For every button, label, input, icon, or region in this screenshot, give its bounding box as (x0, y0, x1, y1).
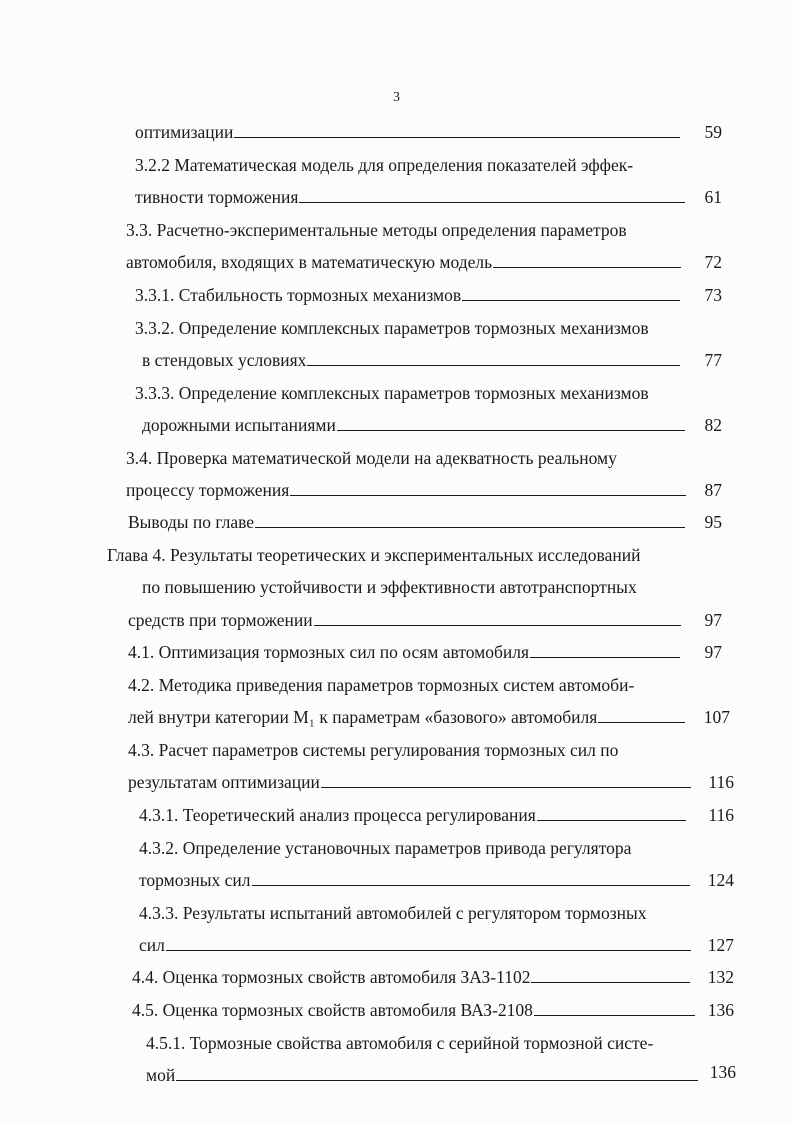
toc-entry-vyvody: Выводы по главе (128, 503, 685, 533)
toc-entry-4-4: 4.4. Оценка тормозных свойств автомобиля ЗАЗ-1102 (132, 958, 690, 988)
toc-page-number: 95 (704, 512, 722, 532)
dot-leader (537, 820, 686, 821)
toc-entry-4-3-2-cont: тормозных сил (139, 861, 690, 891)
toc-entry-chapter-4-cont2: средств при торможении (128, 601, 681, 631)
dot-leader (299, 202, 685, 203)
toc-page-number: 61 (704, 187, 722, 207)
toc-entry-4-2-cont: лей внутри категории М₁ к параметрам «базового» автомобиля (128, 698, 685, 728)
toc-page-number: 73 (704, 285, 722, 305)
toc-page-number: 97 (704, 610, 722, 630)
toc-entry-3-3-3: 3.3.3. Определение комплексных параметров тормозных механизмов (135, 383, 649, 403)
toc-entry-4-3-cont: результатам оптимизации (128, 763, 691, 793)
toc-entry-4-2: 4.2. Методика приведения параметров тормозных систем автомоби- (128, 675, 635, 695)
toc-page-number: 116 (708, 805, 734, 825)
toc-page-number: 107 (703, 707, 730, 727)
toc-page-number: 116 (708, 772, 734, 792)
toc-entry-4-3-2: 4.3.2. Определение установочных параметров привода регулятора (139, 838, 632, 858)
toc-entry-4-3-1: 4.3.1. Теоретический анализ процесса регулирования (139, 796, 686, 826)
dot-leader (166, 950, 691, 951)
toc-entry-4-3-3-cont: сил (139, 926, 691, 956)
toc-entry-4-1: 4.1. Оптимизация тормозных сил по осям автомобиля (128, 633, 680, 663)
toc-entry-3-4: 3.4. Проверка математической модели на адекватность реальному (126, 448, 617, 468)
toc-entry-4-3: 4.3. Расчет параметров системы регулирования тормозных сил по (128, 740, 619, 760)
page-number: 3 (393, 90, 400, 105)
toc-page-number: 97 (704, 642, 722, 662)
dot-leader (598, 722, 685, 723)
toc-page-number: 124 (707, 870, 734, 890)
toc-entry-chapter-4: Глава 4. Результаты теоретических и экспериментальных исследований (107, 545, 641, 565)
toc-entry-3-2-2-cont: тивности торможения (135, 178, 685, 208)
toc-page-number: 136 (707, 1000, 734, 1020)
toc-entry-3-3-2: 3.3.2. Определение комплексных параметров тормозных механизмов (135, 318, 649, 338)
dot-leader (176, 1080, 698, 1081)
dot-leader (493, 267, 681, 268)
dot-leader (530, 657, 680, 658)
toc-entry-3-4-cont: процессу торможения (126, 471, 686, 501)
toc-entry-4-5-1: 4.5.1. Тормозные свойства автомобиля с серийной тормозной систе- (146, 1033, 654, 1053)
dot-leader (255, 527, 685, 528)
dot-leader (290, 495, 686, 496)
dot-leader (252, 885, 690, 886)
toc-entry-4-5: 4.5. Оценка тормозных свойств автомобиля ВАЗ-2108 (132, 991, 695, 1021)
toc-page-number: 87 (704, 480, 722, 500)
dot-leader (314, 625, 681, 626)
toc-page-number: 136 (709, 1062, 736, 1082)
toc-page-number: 77 (704, 350, 722, 370)
toc-page-number: 72 (704, 252, 722, 272)
toc-entry-3-3: 3.3. Расчетно-экспериментальные методы определения параметров (126, 220, 627, 240)
toc-entry-4-3-3: 4.3.3. Результаты испытаний автомобилей с регулятором тормозных (139, 903, 647, 923)
toc-page-number: 59 (704, 122, 722, 142)
toc-entry-3-3-3-cont: дорожными испытаниями (142, 406, 685, 436)
toc-entry-3-3-cont: автомобиля, входящих в математическую модель (126, 243, 681, 273)
dot-leader (321, 787, 691, 788)
toc-page-number: 132 (707, 967, 734, 987)
toc-entry-3-3-1: 3.3.1. Стабильность тормозных механизмов (135, 276, 680, 306)
toc-entry-chapter-4-cont: по повышению устойчивости и эффективности автотранспортных (142, 577, 637, 597)
dot-leader (534, 1015, 695, 1016)
toc-entry-3-2-2: 3.2.2 Математическая модель для определения показателей эффек- (135, 155, 634, 175)
toc-page-number: 127 (707, 935, 734, 955)
dot-leader (462, 300, 680, 301)
toc-page-number: 82 (704, 415, 722, 435)
dot-leader (531, 982, 690, 983)
dot-leader (234, 137, 680, 138)
toc-entry-3-3-2-cont: в стендовых условиях (142, 341, 680, 371)
dot-leader (307, 365, 680, 366)
toc-entry-4-5-1-cont: мой (146, 1056, 698, 1086)
dot-leader (337, 430, 685, 431)
toc-entry-optimizatsii: оптимизации (135, 113, 680, 143)
